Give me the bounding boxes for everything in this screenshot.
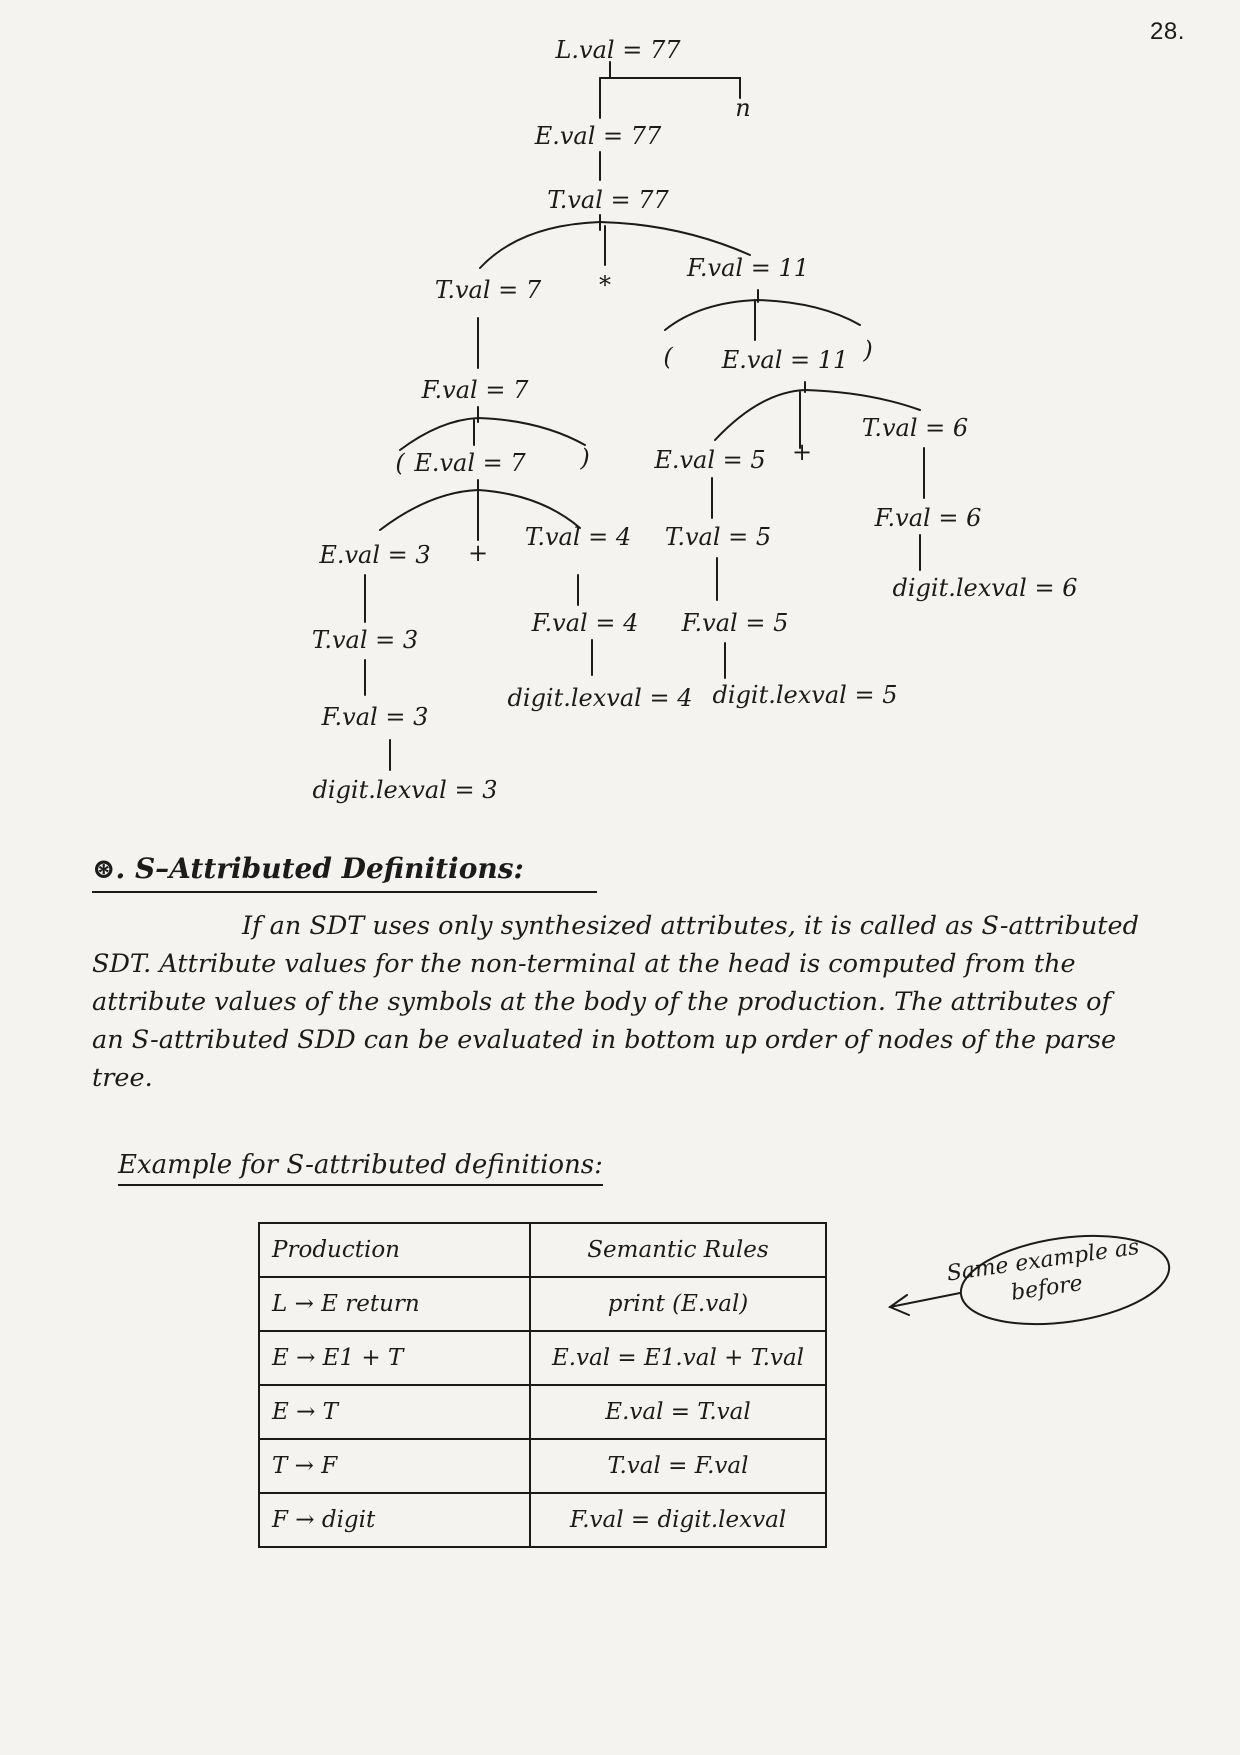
rule-cell: print (E.val) [530,1277,826,1331]
edge-l-n [600,78,740,98]
node-star: * [599,271,611,299]
node-e-val-7: E.val = 7 [414,449,526,477]
node-digit-lexval-3: digit.lexval = 3 [312,776,498,804]
node-lparen-outer: ( [395,449,405,477]
node-lparen-inner: ( [663,343,673,371]
rule-cell: T.val = F.val [530,1439,826,1493]
margin-annotation [885,1225,1175,1340]
node-t-val-6: T.val = 6 [861,414,969,442]
node-t-val-3: T.val = 3 [311,626,419,654]
edge-f7-children [400,418,585,450]
node-t-val-4: T.val = 4 [524,523,632,551]
production-cell: L → E return [259,1277,530,1331]
node-l-val: L.val = 77 [555,36,681,64]
node-n: n [735,94,751,122]
node-t-val-77: T.val = 77 [547,186,669,214]
page-number: 28. [1150,18,1185,45]
table-row [259,1493,826,1547]
node-e-val-3: E.val = 3 [319,541,431,569]
node-f-val-4: F.val = 4 [531,609,639,637]
node-f-val-7: F.val = 7 [421,376,529,404]
node-t-val-7: T.val = 7 [434,276,542,304]
node-digit-lexval-5: digit.lexval = 5 [712,681,898,709]
node-f-val-6: F.val = 6 [874,504,982,532]
node-e-val-77: E.val = 77 [534,122,662,150]
table-row [259,1385,826,1439]
node-f-val-11: F.val = 11 [687,254,809,282]
table-row [259,1331,826,1385]
annotated-parse-tree [0,0,1240,860]
rule-cell: F.val = digit.lexval [530,1493,826,1547]
node-e-val-11: E.val = 11 [721,346,849,374]
section-title: ⊛. S–Attributed Definitions: [92,852,597,893]
node-plus-inner: + [791,438,813,466]
table-header-row [259,1223,826,1277]
s-attributed-section [92,852,1172,1097]
rule-cell: E.val = E1.val + T.val [530,1331,826,1385]
node-plus-outer: + [467,539,489,567]
node-f-val-3: F.val = 3 [321,703,429,731]
node-rparen-outer: ) [580,444,590,472]
annotation-text: Same example as before [945,1234,1141,1306]
node-f-val-5: F.val = 5 [681,609,789,637]
production-cell: E → E1 + T [259,1331,530,1385]
node-digit-lexval-6: digit.lexval = 6 [892,574,1078,602]
table-row [259,1277,826,1331]
production-cell: F → digit [259,1493,530,1547]
production-cell: E → T [259,1385,530,1439]
section-paragraph: If an SDT uses only synthesized attributes, it is called as S-attributed SDT. Attribute values for the non-terminal at the head is computed from the attribute values of the symbols at the body of the production. The attributes of an S-attributed SDD can be evaluated in bottom up order of nodes of the parse tree. [92,911,1139,1093]
table-row [259,1439,826,1493]
header-production: Production [259,1223,530,1277]
example-heading: Example for S-attributed definitions: [118,1150,603,1186]
semantic-rules-table [258,1222,827,1548]
rule-cell: E.val = T.val [530,1385,826,1439]
node-rparen-inner: ) [863,336,873,364]
edge-f11-children [665,300,860,330]
production-cell: T → F [259,1439,530,1493]
node-t-val-5: T.val = 5 [664,523,772,551]
header-semantic-rules: Semantic Rules [530,1223,826,1277]
node-e-val-5: E.val = 5 [654,446,766,474]
node-digit-lexval-4: digit.lexval = 4 [507,684,693,712]
